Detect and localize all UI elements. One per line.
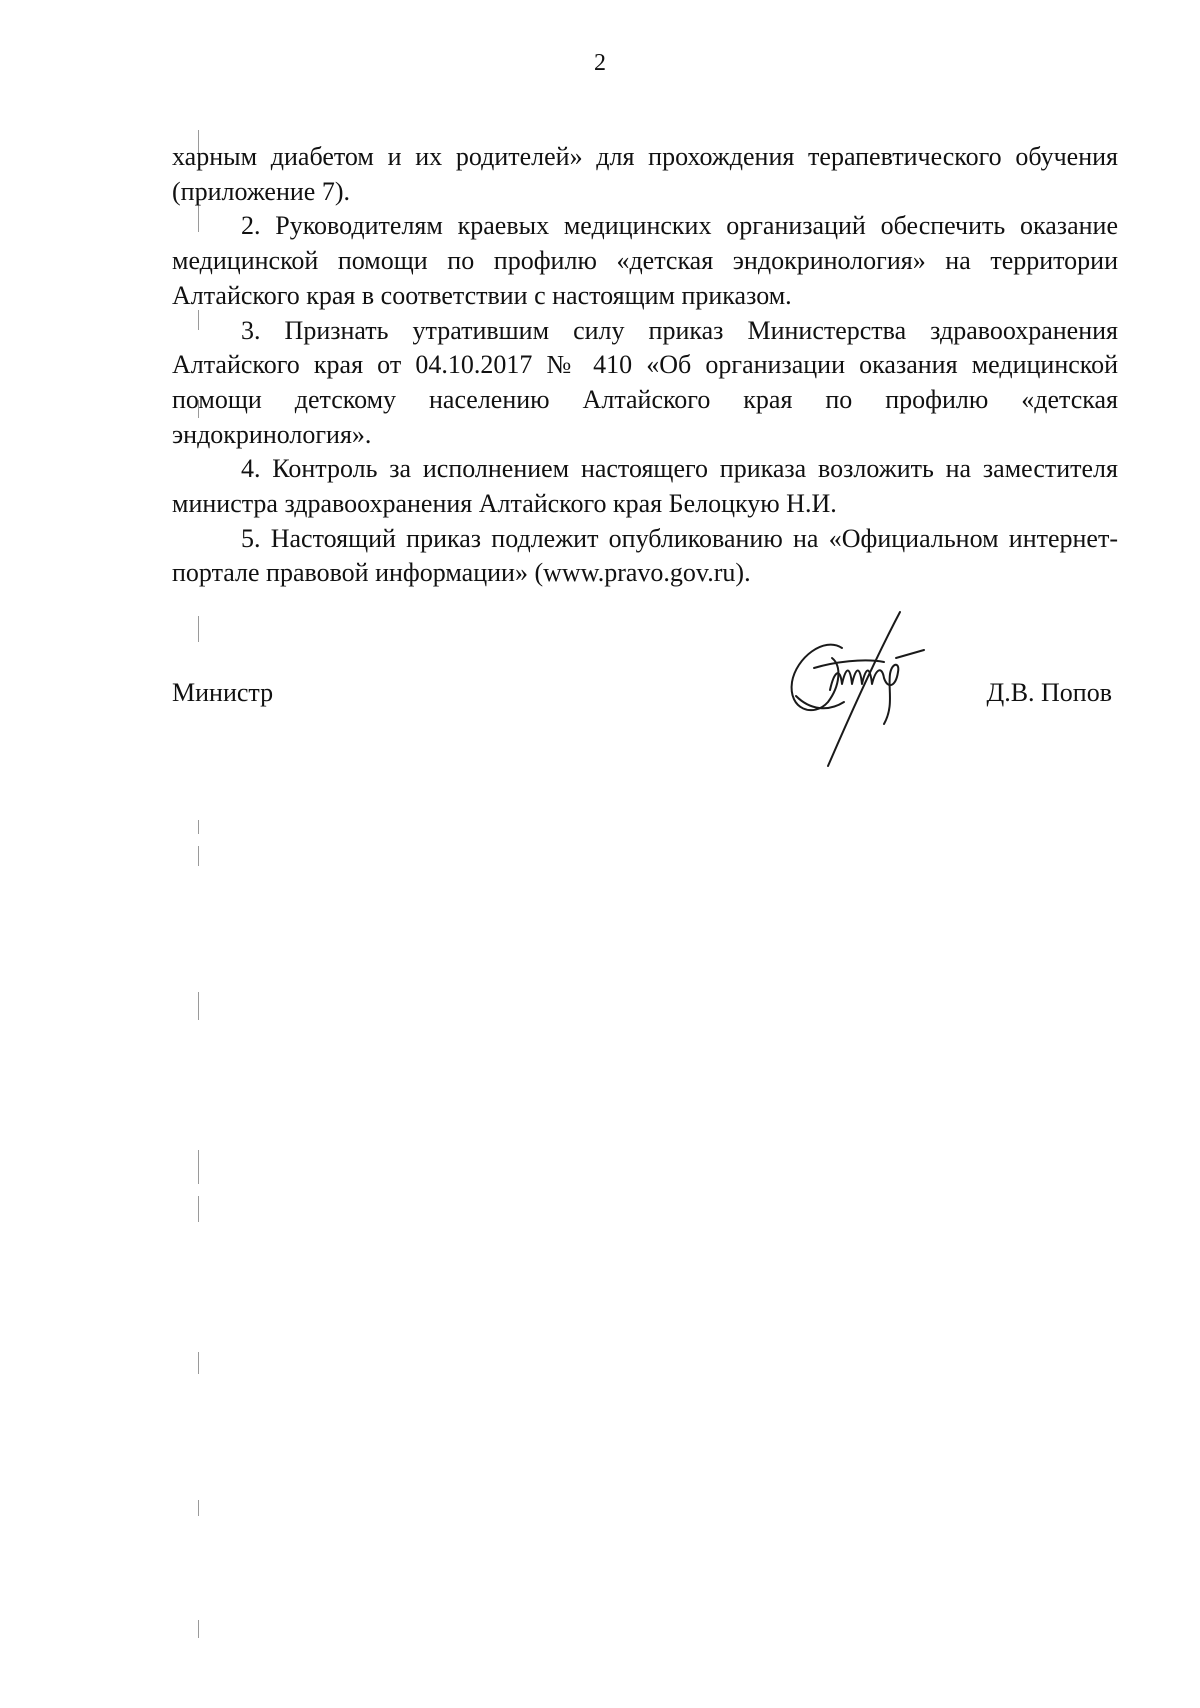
paragraph-item-5: 5. Настоящий приказ подлежит опубликованию на «Официальном интернет-портале правовой информации» (www.pravo.gov.ru).: [172, 523, 1118, 588]
paragraph-item-3: 3. Признать утратившим силу приказ Министерства здравоохранения Алтайского края от 04.10.2017 № 410 «Об организации оказания медицинской помощи детскому населению Алтайского края по профилю «детская эндокринология».: [172, 315, 1118, 449]
paragraph-item-4: 4. Контроль за исполнением настоящего приказа возложить на заместителя министра здравоохранения Алтайского края Белоцкую Н.И.: [172, 454, 1118, 519]
signatory-position: Министр: [172, 678, 274, 707]
document-body: [172, 140, 1118, 591]
paragraph-continuation: харным диабетом и их родителей» для прохождения терапевтического обучения (приложение 7).: [172, 142, 1118, 206]
paragraph-item-2: 2. Руководителям краевых медицинских организаций обеспечить оказание медицинской помощи по профилю «детская эндокринология» на территории Алтайского края в соответствии с настоящим приказом.: [172, 211, 1118, 310]
signatory-name: Д.В. Попов: [986, 678, 1112, 707]
page-number: 2: [594, 50, 606, 76]
handwritten-signature: [784, 606, 954, 771]
signature-block: [172, 606, 1118, 776]
